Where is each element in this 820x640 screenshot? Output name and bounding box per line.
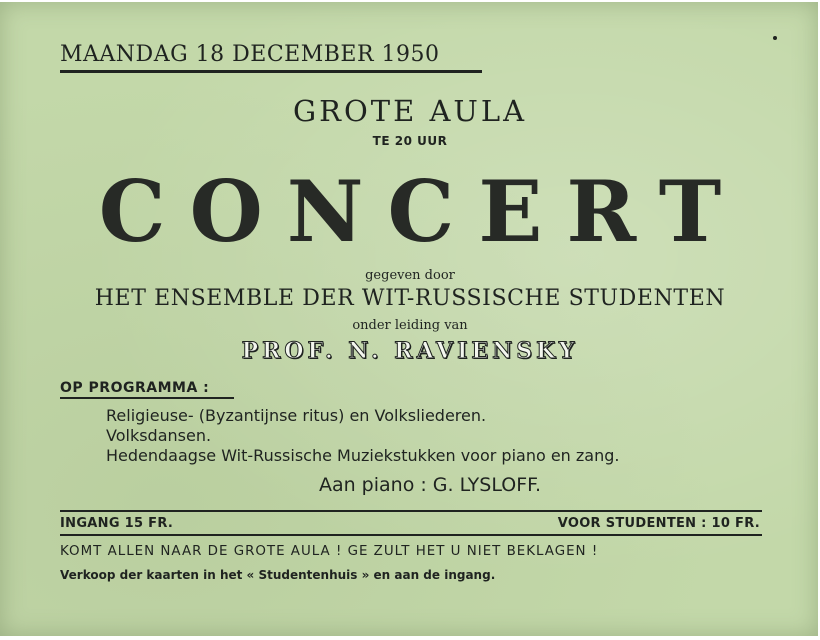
slogan-line: KOMT ALLEN NAAR DE GROTE AULA ! GE ZULT HET U NIET BEKLAGEN ! bbox=[60, 544, 599, 559]
program-heading: OP PROGRAMMA : bbox=[60, 380, 234, 399]
concert-time: TE 20 UUR bbox=[372, 134, 448, 148]
concert-date: MAANDAG 18 DECEMBER 1950 bbox=[60, 42, 482, 73]
admission-price: INGANG 15 FR. bbox=[60, 516, 174, 531]
poster-sheet bbox=[0, 2, 818, 636]
program-item: Hedendaagse Wit-Russische Muziekstukken voor piano en zang. bbox=[106, 446, 620, 465]
pianist-line: Aan piano : G. LYSLOFF. bbox=[318, 474, 542, 496]
divider-bottom bbox=[60, 534, 762, 536]
ticket-sales-line: Verkoop der kaarten in het « Studentenhuis » en aan de ingang. bbox=[60, 568, 496, 582]
program-item: Volksdansen. bbox=[106, 426, 212, 445]
divider-top bbox=[60, 510, 762, 512]
ink-speck bbox=[773, 36, 777, 40]
given-by-text: gegeven door bbox=[365, 268, 455, 283]
program-list bbox=[106, 406, 620, 466]
led-by-text: onder leiding van bbox=[352, 318, 468, 333]
venue-title: GROTE AULA bbox=[292, 94, 528, 128]
conductor-name: PROF. N. RAVIENSKY bbox=[241, 338, 579, 364]
ensemble-name: HET ENSEMBLE DER WIT-RUSSISCHE STUDENTEN bbox=[94, 286, 726, 311]
program-item: Religieuse- (Byzantijnse ritus) en Volksliederen. bbox=[106, 406, 487, 425]
poster-title: CONCERT bbox=[98, 162, 746, 261]
student-price: VOOR STUDENTEN : 10 FR. bbox=[557, 516, 760, 531]
